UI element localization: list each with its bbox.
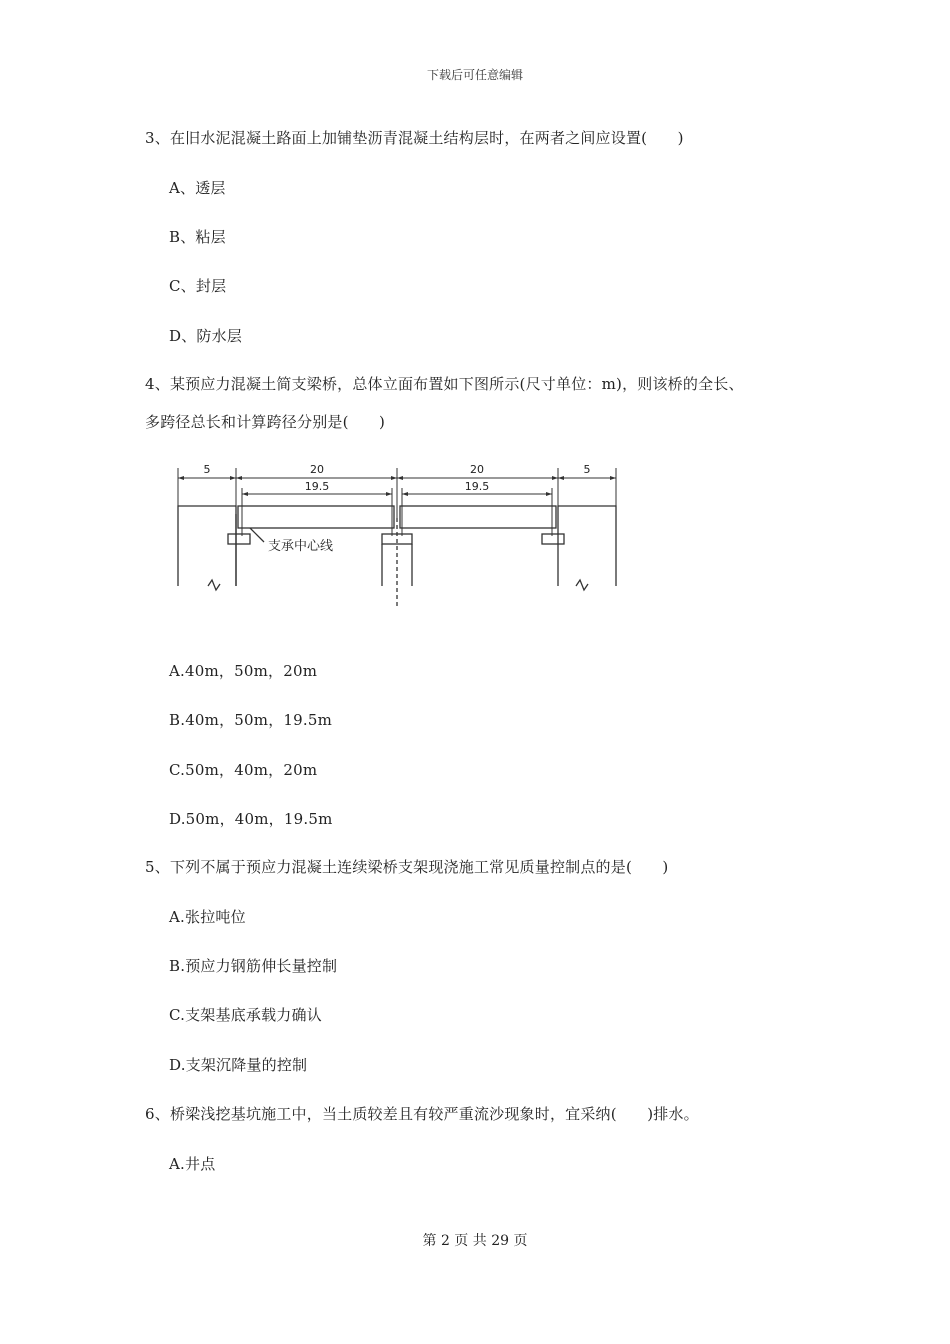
question-6-option-a: A.井点 — [169, 1155, 216, 1173]
left-abutment — [178, 506, 236, 586]
bearing-right — [542, 534, 564, 544]
dim-5-left: 5 — [203, 463, 211, 476]
question-4-option-a: A.40m，50m，20m — [169, 662, 318, 680]
question-4-option-c: C.50m，40m，20m — [169, 761, 318, 779]
girder-right — [400, 506, 556, 528]
question-6-text: 6、桥梁浅挖基坑施工中，当土质较差且有较严重流沙现象时，宜采纳( )排水。 — [145, 1105, 699, 1123]
question-5-text: 5、下列不属于预应力混凝土连续梁桥支架现浇施工常见质量控制点的是( ) — [145, 858, 669, 876]
question-3-text: 3、在旧水泥混凝土路面上加铺垫沥青混凝土结构层时，在两者之间应设置( ) — [145, 129, 684, 147]
girder-left — [238, 506, 394, 528]
question-4-text-line2: 多跨径总长和计算跨径分别是( ) — [145, 413, 386, 431]
support-center-line-label: 支承中心线 — [268, 539, 334, 554]
question-5-option-d: D.支架沉降量的控制 — [169, 1056, 308, 1074]
question-5-option-b: B.预应力钢筋伸长量控制 — [169, 957, 338, 975]
dim-20-right: 20 — [470, 463, 484, 476]
question-4-text-line1: 4、某预应力混凝土简支梁桥，总体立面布置如下图所示(尺寸单位：m)，则该桥的全长、 — [145, 375, 744, 393]
question-3-option-d: D、防水层 — [169, 327, 243, 345]
question-4-option-d: D.50m，40m，19.5m — [169, 810, 333, 828]
question-3-option-b: B、粘层 — [169, 228, 226, 246]
dim-20-left: 20 — [310, 463, 324, 476]
question-3-option-a: A、透层 — [169, 179, 226, 197]
bridge-elevation-figure — [172, 458, 622, 616]
question-5-option-c: C.支架基底承载力确认 — [169, 1006, 322, 1024]
dim-19-5-left: 19.5 — [304, 480, 330, 493]
question-3-option-c: C、封层 — [169, 277, 227, 295]
page-footer: 第 2 页 共 29 页 — [422, 1233, 528, 1249]
right-abutment — [558, 506, 616, 586]
bearing-left — [228, 534, 250, 544]
page-header: 下载后可任意编辑 — [426, 68, 523, 82]
question-5-option-a: A.张拉吨位 — [169, 908, 246, 926]
dim-19-5-right: 19.5 — [464, 480, 490, 493]
dim-5-right: 5 — [583, 463, 591, 476]
question-4-option-b: B.40m，50m，19.5m — [169, 711, 333, 729]
